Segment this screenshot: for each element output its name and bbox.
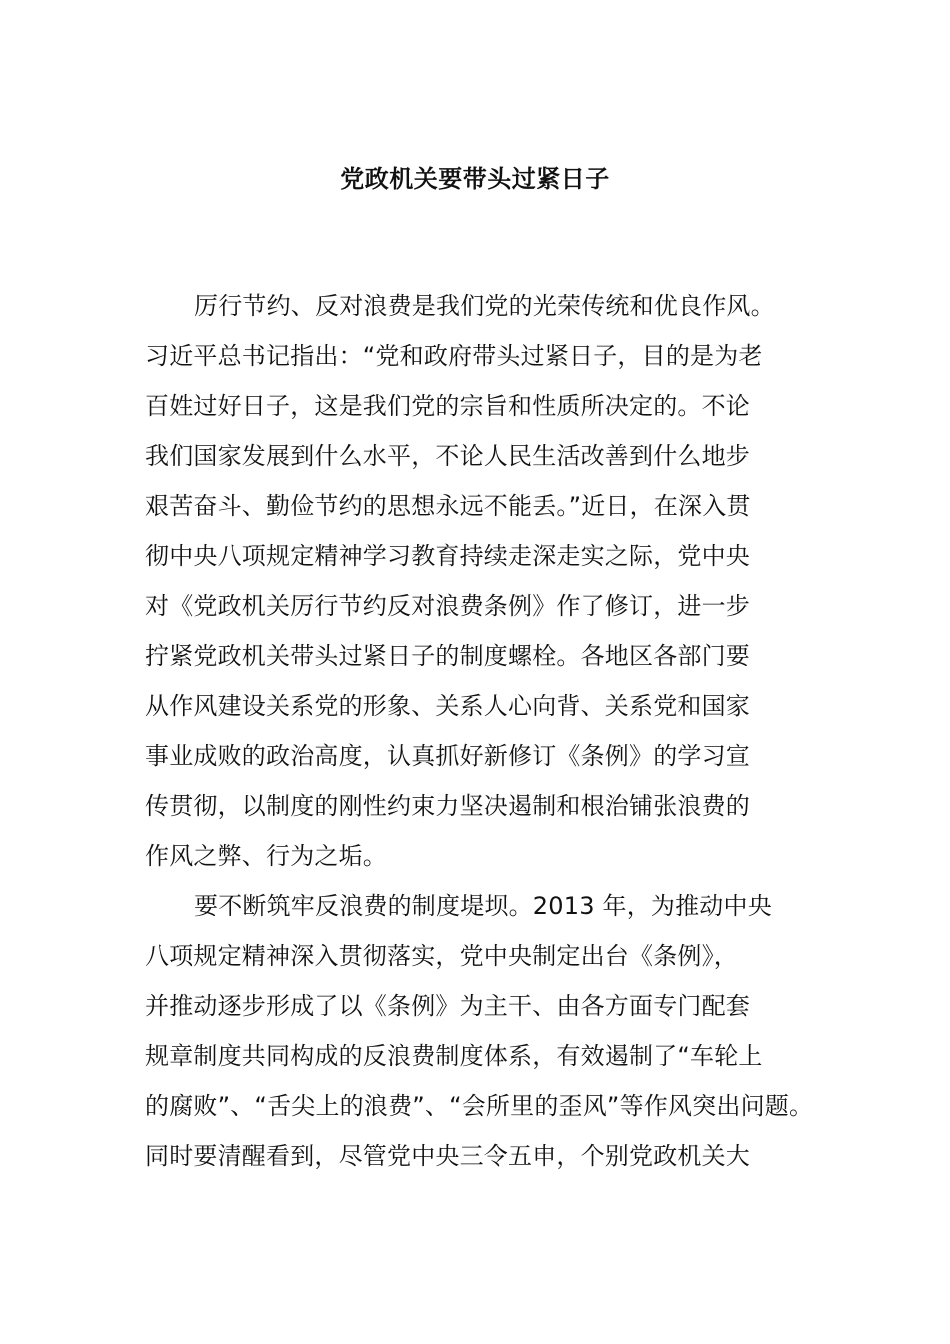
paragraph-1-line-10: 事业成败的政治高度，认真抓好新修订《条例》的学习宣 — [145, 742, 750, 770]
paragraph-1-line-5: 艰苦奋斗、勤俭节约的思想永远不能丢。”近日，在深入贯 — [145, 492, 751, 520]
paragraph-1-line-8: 拧紧党政机关带头过紧日子的制度螺栓。各地区各部门要 — [145, 642, 750, 670]
paragraph-2-line-1: 要不断筑牢反浪费的制度堤坝。2013 年，为推动中央 — [194, 892, 772, 920]
document-title: 党政机关要带头过紧日子 — [340, 165, 610, 193]
paragraph-1-line-12: 作风之弊、行为之垢。 — [145, 842, 387, 870]
paragraph-2-line-2: 八项规定精神深入贯彻落实，党中央制定出台《条例》， — [145, 942, 738, 970]
paragraph-2-line-6: 同时要清醒看到，尽管党中央三令五申，个别党政机关大 — [145, 1142, 750, 1170]
paragraph-1-line-6: 彻中央八项规定精神学习教育持续走深走实之际，党中央 — [145, 542, 750, 570]
paragraph-2-line-4: 规章制度共同构成的反浪费制度体系，有效遏制了“车轮上 — [145, 1042, 763, 1070]
paragraph-1-line-2: 习近平总书记指出：“党和政府带头过紧日子，目的是为老 — [145, 342, 763, 370]
paragraph-1-line-9: 从作风建设关系党的形象、关系人心向背、关系党和国家 — [145, 692, 750, 720]
document-body — [145, 281, 835, 1181]
paragraph-1-line-1: 厉行节约、反对浪费是我们党的光荣传统和优良作风。 — [194, 292, 775, 320]
paragraph-2-line-5: 的腐败”、“舌尖上的浪费”、“会所里的歪风”等作风突出问题。 — [145, 1092, 814, 1120]
paragraph-1-line-4: 我们国家发展到什么水平，不论人民生活改善到什么地步 — [145, 442, 750, 470]
paragraph-2-line-3: 并推动逐步形成了以《条例》为主干、由各方面专门配套 — [145, 992, 750, 1020]
paragraph-1-line-11: 传贯彻，以制度的刚性约束力坚决遏制和根治铺张浪费的 — [145, 792, 750, 820]
paragraph-1-line-3: 百姓过好日子，这是我们党的宗旨和性质所决定的。不论 — [145, 392, 750, 420]
paragraph-1-line-7: 对《党政机关厉行节约反对浪费条例》作了修订，进一步 — [145, 592, 750, 620]
